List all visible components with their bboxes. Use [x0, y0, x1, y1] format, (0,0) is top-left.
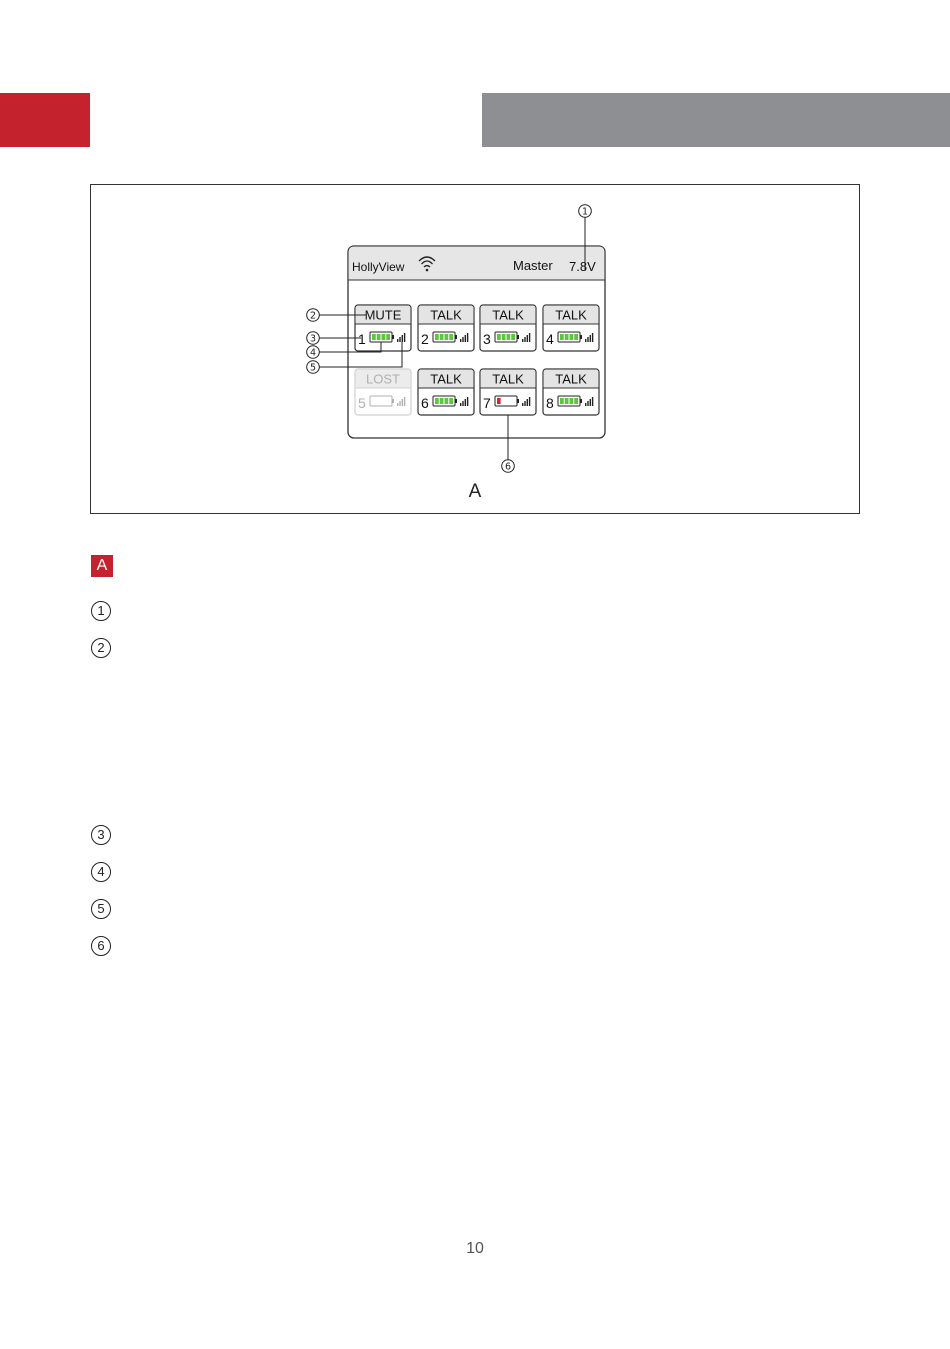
callout-label: 1	[581, 206, 589, 218]
channel-cell-8	[543, 369, 599, 415]
callout-4	[307, 346, 320, 359]
callout-label: 6	[504, 461, 512, 473]
callout-6	[502, 460, 515, 473]
channel-status-label: LOST	[366, 371, 400, 387]
battery-segment	[440, 334, 444, 340]
callout-3	[307, 332, 320, 345]
callout-1	[579, 205, 592, 218]
battery-icon	[495, 396, 519, 406]
battery-segment	[445, 334, 449, 340]
battery-segment	[565, 334, 569, 340]
channel-number: 1	[358, 331, 366, 347]
channel-number: 7	[483, 395, 491, 411]
legend-marker-1: 1	[91, 601, 111, 621]
legend-marker-3: 3	[91, 825, 111, 845]
battery-segment	[502, 334, 506, 340]
battery-level	[497, 398, 501, 404]
channel-cell-7	[480, 369, 536, 415]
channel-cell-2	[418, 305, 474, 351]
battery-segment	[497, 334, 501, 340]
battery-icon	[558, 332, 582, 342]
chapter-title-bar	[482, 93, 950, 147]
channel-cell-3	[480, 305, 536, 351]
battery-segment	[382, 334, 386, 340]
battery-segment	[435, 398, 439, 404]
callout-label: 5	[309, 362, 317, 374]
channel-number: 5	[358, 395, 366, 411]
channel-status-label: TALK	[555, 371, 587, 387]
battery-icon	[433, 332, 457, 342]
battery-segment	[386, 334, 390, 340]
battery-segment	[560, 334, 564, 340]
battery-icon	[558, 396, 582, 406]
battery-segment	[435, 334, 439, 340]
battery-segment	[440, 398, 444, 404]
channel-status-label: TALK	[492, 371, 524, 387]
battery-icon	[370, 332, 394, 342]
channel-status-label: MUTE	[364, 307, 402, 323]
battery-segment	[565, 398, 569, 404]
channel-status-label: TALK	[430, 307, 462, 323]
battery-segment	[377, 334, 381, 340]
battery-icon	[370, 396, 394, 406]
legend-marker-2: 2	[91, 638, 111, 658]
channel-cell-4	[543, 305, 599, 351]
legend-marker-5: 5	[91, 899, 111, 919]
battery-segment	[574, 334, 578, 340]
section-badge: A	[91, 555, 113, 577]
battery-segment	[511, 334, 515, 340]
battery-segment	[449, 398, 453, 404]
screen-brand: HollyView	[352, 260, 405, 274]
battery-segment	[449, 334, 453, 340]
channel-status-label: TALK	[492, 307, 524, 323]
callout-label: 3	[309, 333, 317, 345]
callout-5	[307, 361, 320, 374]
channel-status-label: TALK	[430, 371, 462, 387]
callout-label: 2	[309, 310, 317, 322]
channel-status-label: TALK	[555, 307, 587, 323]
legend-marker-6: 6	[91, 936, 111, 956]
figure-caption: A	[468, 481, 482, 502]
battery-segment	[560, 398, 564, 404]
channel-number: 3	[483, 331, 491, 347]
battery-icon	[495, 332, 519, 342]
battery-segment	[570, 334, 574, 340]
channel-number: 2	[421, 331, 429, 347]
channel-number: 6	[421, 395, 429, 411]
channel-number: 4	[546, 331, 554, 347]
channel-cell-6	[418, 369, 474, 415]
chapter-tab-red	[0, 93, 90, 147]
page-number: 10	[466, 1240, 484, 1257]
battery-segment	[372, 334, 376, 340]
channel-number: 8	[546, 395, 554, 411]
channel-cell-1	[355, 305, 411, 351]
callout-2	[307, 309, 320, 322]
battery-icon	[433, 396, 457, 406]
callout-label: 4	[309, 347, 317, 359]
battery-segment	[570, 398, 574, 404]
channel-cell-5	[355, 369, 411, 415]
battery-segment	[507, 334, 511, 340]
battery-segment	[445, 398, 449, 404]
master-label: Master	[513, 258, 553, 273]
intercom-screen-diagram	[91, 185, 859, 513]
figure-panel	[90, 184, 860, 514]
legend-marker-4: 4	[91, 862, 111, 882]
battery-segment	[574, 398, 578, 404]
master-voltage: 7.8V	[569, 259, 596, 274]
